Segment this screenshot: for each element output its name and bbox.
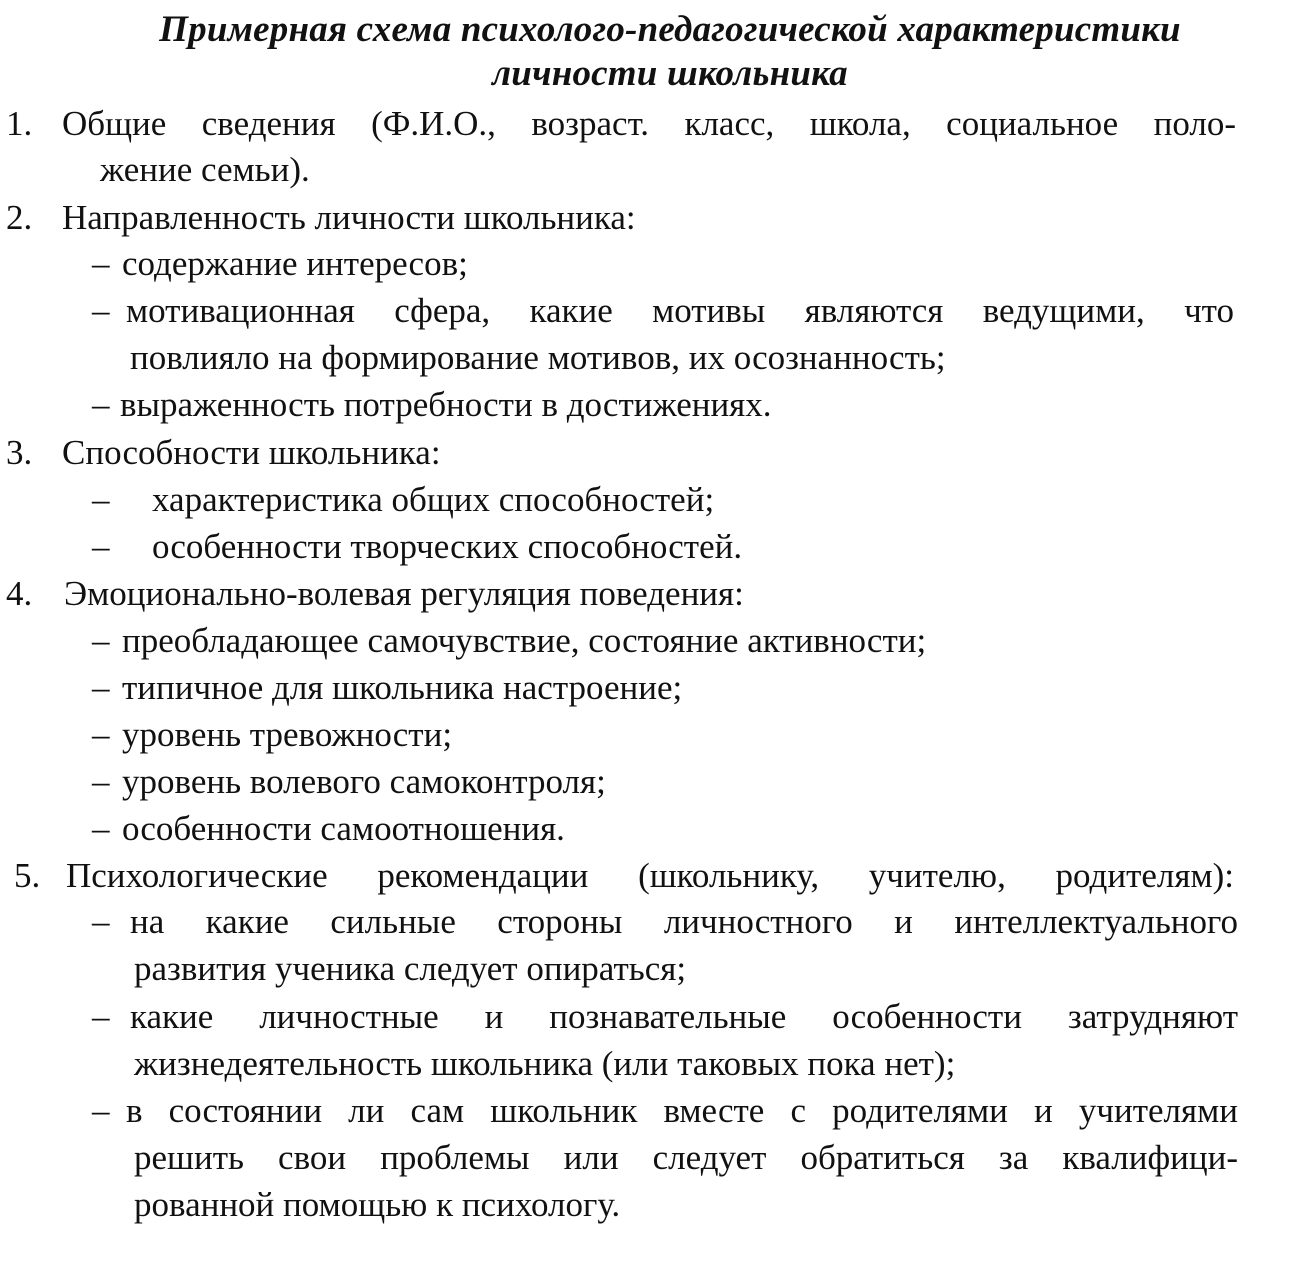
- dash-marker: –: [92, 1091, 110, 1130]
- dash-marker: –: [92, 244, 110, 283]
- dash-marker: –: [92, 902, 110, 941]
- title-line-2: личности школьника: [492, 53, 848, 94]
- section-text-line: жение семьи).: [100, 150, 310, 189]
- section-number: 5.: [14, 856, 41, 895]
- list-item: особенности творческих способностей.: [152, 527, 743, 566]
- list-item: характеристика общих способностей;: [152, 480, 715, 519]
- section-number: 1.: [6, 104, 33, 143]
- list-item-continuation: развития ученика следует опираться;: [134, 949, 687, 988]
- dash-marker: –: [92, 762, 110, 801]
- dash-marker: –: [92, 715, 110, 754]
- section-number: 3.: [6, 433, 33, 472]
- list-item-continuation: рованной помощью к психологу.: [134, 1185, 621, 1224]
- list-item-continuation: повлияло на формирование мотивов, их осознанность;: [130, 338, 946, 377]
- dash-marker: –: [92, 385, 110, 424]
- dash-marker: –: [92, 527, 110, 566]
- list-item: типичное для школьника настроение;: [122, 668, 683, 707]
- dash-marker: –: [92, 809, 110, 848]
- document-title: [60, 8, 1280, 96]
- list-item: преобладающее самочувствие, состояние активности;: [122, 621, 927, 660]
- section-heading: Эмоционально-волевая регуляция поведения:: [64, 574, 744, 613]
- dash-marker: –: [92, 480, 110, 519]
- section-heading: Психологические рекомендации (школьнику, учителю, родителям):: [66, 856, 1234, 895]
- list-item: на какие сильные стороны личностного и интеллектуального: [130, 902, 1238, 941]
- list-item: мотивационная сфера, какие мотивы являются ведущими, что: [126, 291, 1234, 330]
- list-item: в состоянии ли сам школьник вместе с родителями и учителями: [126, 1091, 1238, 1130]
- dash-marker: –: [92, 997, 110, 1036]
- list-item: выраженность потребности в достижениях.: [120, 385, 772, 424]
- dash-marker: –: [92, 291, 110, 330]
- dash-marker: –: [92, 621, 110, 660]
- section-text-line: Общие сведения (Ф.И.О., возраст. класс, школа, социальное поло-: [62, 104, 1236, 143]
- list-item: содержание интересов;: [122, 244, 468, 283]
- dash-marker: –: [92, 668, 110, 707]
- list-item-continuation: решить свои проблемы или следует обратиться за квалифици-: [134, 1138, 1238, 1177]
- section-heading: Направленность личности школьника:: [62, 198, 636, 237]
- list-item-continuation: жизнедеятельность школьника (или таковых пока нет);: [134, 1044, 956, 1083]
- section-number: 2.: [6, 198, 33, 237]
- list-item: какие личностные и познавательные особенности затрудняют: [130, 997, 1238, 1036]
- list-item: уровень волевого самоконтроля;: [122, 762, 606, 801]
- section-number: 4.: [6, 574, 33, 613]
- section-heading: Способности школьника:: [62, 433, 441, 472]
- title-line-1: Примерная схема психолого-педагогической характеристики: [159, 9, 1181, 50]
- list-item: особенности самоотношения.: [122, 809, 565, 848]
- list-item: уровень тревожности;: [122, 715, 453, 754]
